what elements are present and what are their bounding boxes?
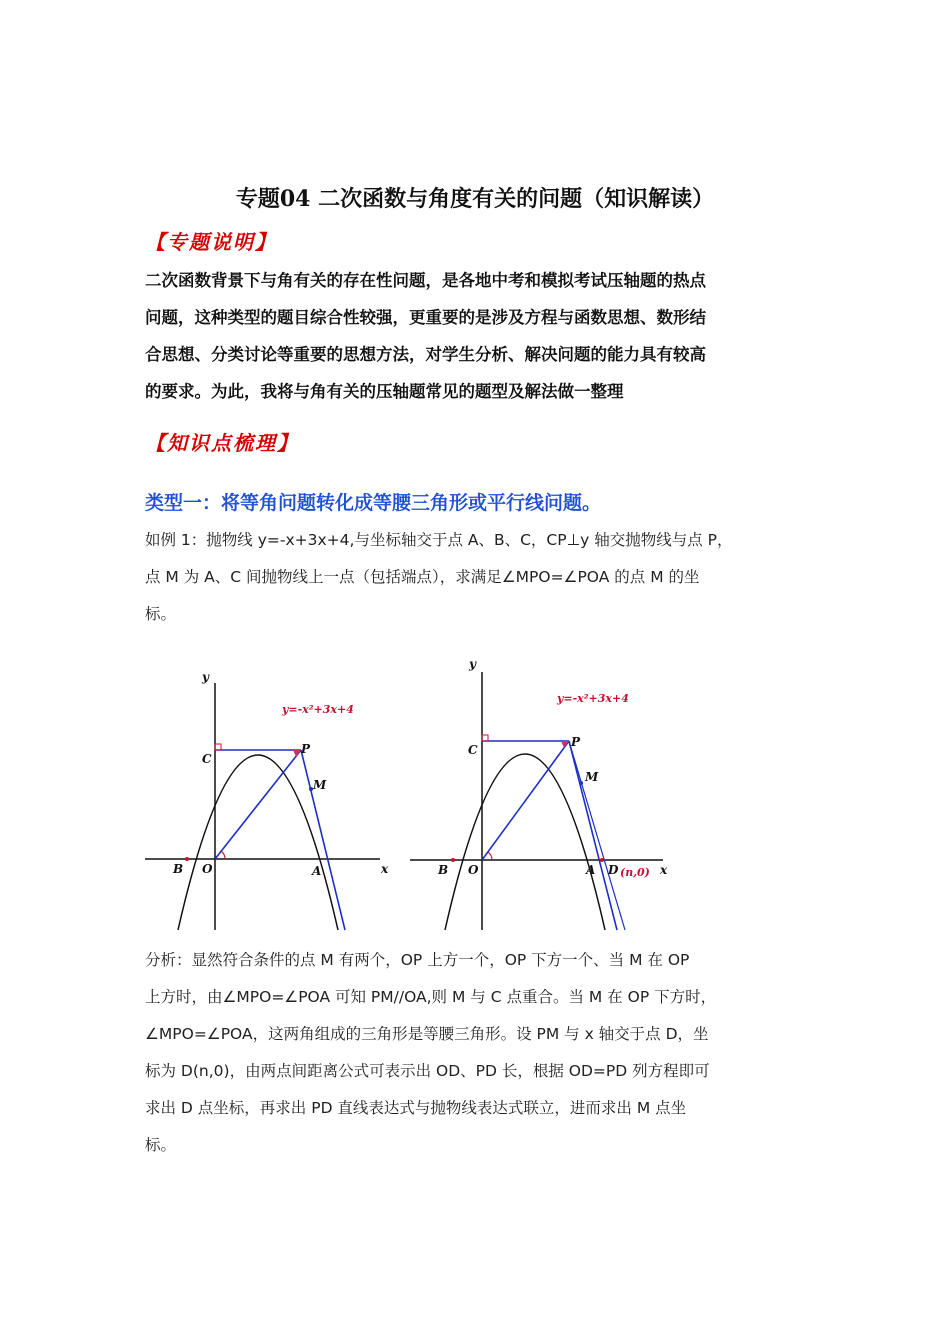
angle-poa-mark: [488, 852, 492, 860]
label-p: P: [571, 735, 581, 749]
example-paragraph: [145, 522, 815, 633]
equation-label: y=-x²+3x+4: [557, 692, 629, 705]
label-b: B: [438, 863, 449, 877]
analysis-line: ∠MPO=∠POA，这两角组成的三角形是等腰三角形。设 PM 与 x 轴交于点 D，坐: [145, 1025, 709, 1043]
figure-right: [405, 650, 675, 935]
angle-poa-mark: [221, 851, 225, 859]
example-line: 标。: [145, 605, 177, 623]
label-m: M: [313, 778, 327, 792]
knowledge-heading: 【知识点梳理】: [145, 431, 299, 455]
label-o: O: [202, 862, 213, 876]
analysis-paragraph: [145, 942, 815, 1164]
label-d: D: [608, 863, 619, 877]
type-one-heading: 类型一：将等角问题转化成等腰三角形或平行线问题。: [145, 492, 602, 514]
right-angle-mark: [215, 744, 221, 750]
label-y: y: [469, 657, 476, 671]
analysis-line: 分析：显然符合条件的点 M 有两个，OP 上方一个，OP 下方一个、当 M 在 OP: [145, 951, 690, 969]
equation-label: y=-x²+3x+4: [282, 703, 354, 716]
label-m: M: [585, 770, 599, 784]
label-b: B: [173, 862, 184, 876]
intro-paragraph: [145, 262, 810, 410]
label-x: x: [381, 862, 389, 876]
intro-line: 的要求。为此，我将与角有关的压轴题常见的题型及解法做一整理: [145, 382, 624, 401]
label-a: A: [586, 863, 596, 877]
intro-line: 二次函数背景下与角有关的存在性问题，是各地中考和模拟考试压轴题的热点: [145, 271, 706, 290]
segment-op: [482, 741, 569, 860]
intro-line: 问题，这种类型的题目综合性较强，更重要的是涉及方程与函数思想、数形结: [145, 308, 706, 327]
figure-left: [140, 655, 400, 935]
label-o: O: [468, 863, 479, 877]
label-y: y: [202, 670, 209, 684]
point-m: [579, 781, 583, 785]
line-pm: [301, 750, 345, 930]
label-x: x: [660, 863, 668, 877]
label-d-coord: (n,0): [620, 866, 650, 879]
point-b: [451, 858, 455, 862]
analysis-line: 求出 D 点坐标，再求出 PD 直线表达式与抛物线表达式联立，进而求出 M 点坐: [145, 1099, 687, 1117]
intro-heading: 【专题说明】: [145, 230, 277, 254]
label-a: A: [312, 864, 322, 878]
point-d: [600, 858, 604, 862]
right-angle-mark: [482, 735, 488, 741]
intro-line: 合思想、分类讨论等重要的思想方法，对学生分析、解决问题的能力具有较高: [145, 345, 706, 364]
segment-op: [215, 750, 301, 859]
label-c: C: [202, 752, 212, 766]
point-b: [185, 857, 189, 861]
analysis-line: 标。: [145, 1136, 177, 1154]
example-line: 点 M 为 A、C 间抛物线上一点（包括端点），求满足∠MPO=∠POA 的点 M 的坐: [145, 568, 700, 586]
analysis-line: 标为 D(n,0)，由两点间距离公式可表示出 OD、PD 长，根据 OD=PD 列方程即可: [145, 1062, 710, 1080]
label-p: P: [301, 742, 311, 756]
analysis-line: 上方时，由∠MPO=∠POA 可知 PM//OA,则 M 与 C 点重合。当 M 在 OP 下方时，: [145, 988, 717, 1006]
page-title: 专题04 二次函数与角度有关的问题（知识解读）: [235, 186, 715, 212]
label-c: C: [468, 743, 478, 757]
example-line: 如例 1：抛物线 y=-x+3x+4,与坐标轴交于点 A、B、C，CP⊥y 轴交抛物线与点 P，: [145, 531, 733, 549]
